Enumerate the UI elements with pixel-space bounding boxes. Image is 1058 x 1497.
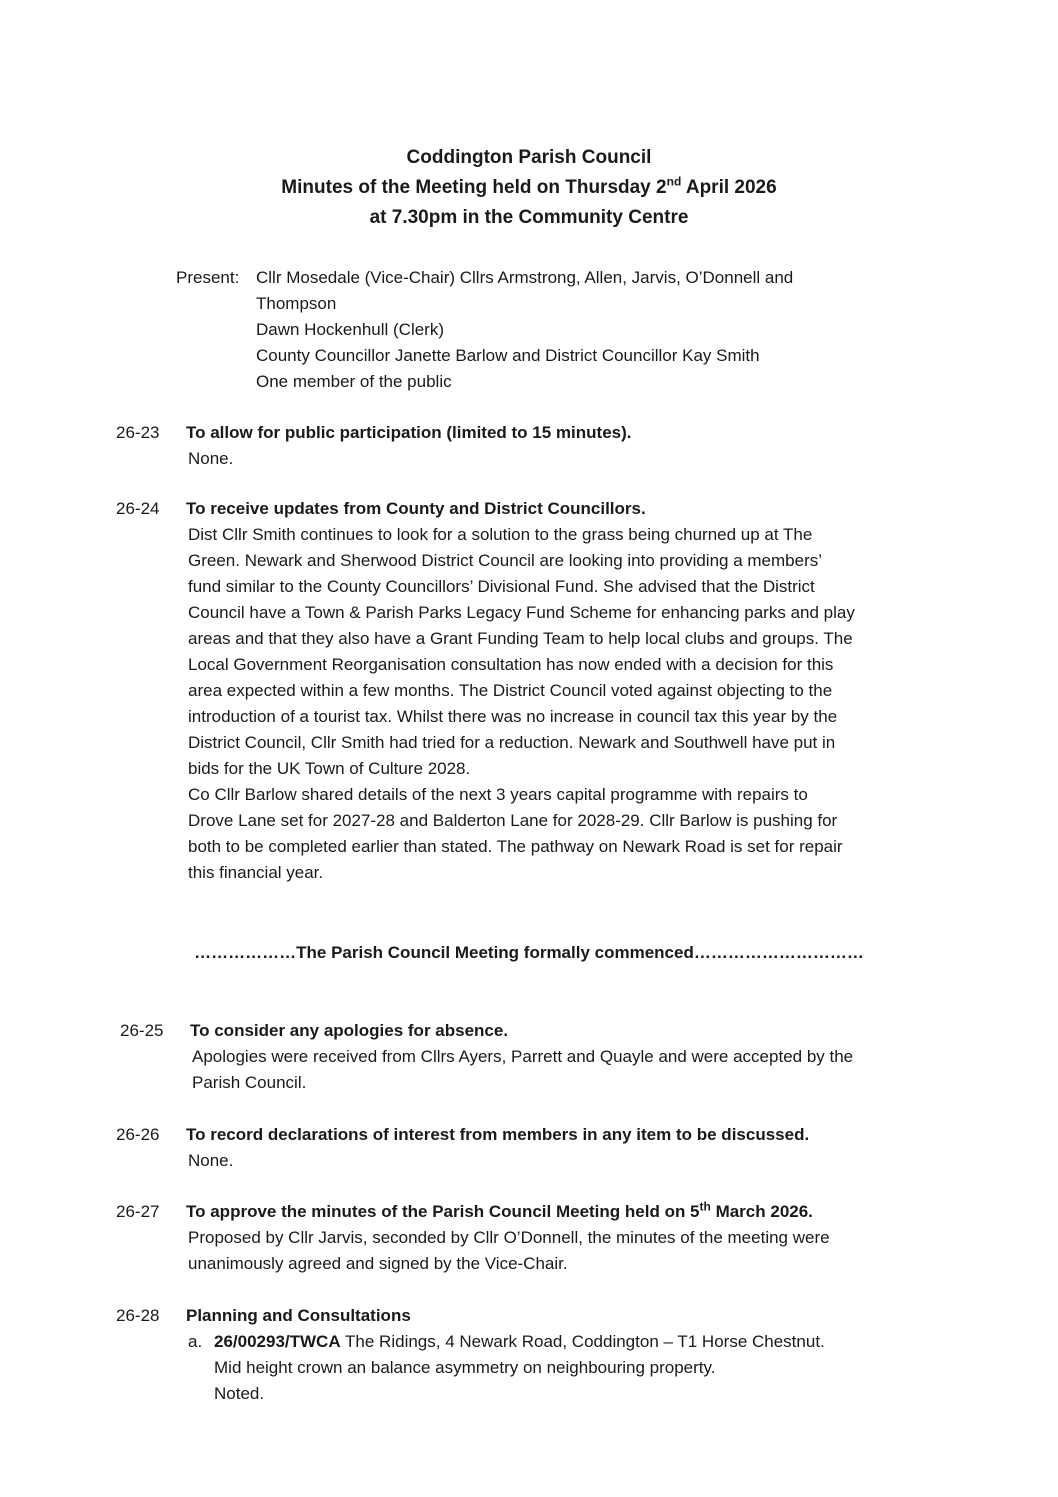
body-line: introduction of a tourist tax. Whilst there was no increase in council tax this year by the <box>188 707 838 726</box>
present-clerk: Dawn Hockenhull (Clerk) <box>256 320 445 339</box>
item-text-cont: unanimously agreed and signed by the Vice-Chair. <box>188 1254 568 1273</box>
body-line: area expected within a few months. The District Council voted against objecting to the <box>188 681 833 700</box>
body-line: this financial year. <box>188 863 324 882</box>
item-title: To allow for public participation (limited to 15 minutes). <box>186 423 632 442</box>
body-line: Green. Newark and Sherwood District Council are looking into providing a members’ <box>188 551 823 570</box>
body-line: areas and that they also have a Grant Funding Team to help local clubs and groups. The <box>188 629 853 648</box>
application-description: The Ridings, 4 Newark Road, Coddington – T1 Horse Chestnut. <box>340 1332 825 1351</box>
body-line: Council have a Town & Parish Parks Legacy Fund Scheme for enhancing parks and play <box>188 603 855 622</box>
agenda-item-26-28 <box>116 1303 956 1407</box>
item-number: 26-26 <box>116 1125 160 1144</box>
item-title-text: To approve the minutes of the Parish Council Meeting held on 5 <box>186 1202 700 1221</box>
item-title: To record declarations of interest from members in any item to be discussed. <box>186 1125 810 1144</box>
item-text: None. <box>188 1151 234 1170</box>
item-body <box>116 522 956 886</box>
planning-application-a <box>116 1329 956 1355</box>
item-title: Planning and Consultations <box>186 1306 411 1325</box>
item-title <box>186 1199 813 1225</box>
present-section <box>176 265 793 395</box>
document-title <box>0 143 1058 233</box>
body-line: Local Government Reorganisation consultation has now ended with a decision for this <box>188 655 834 674</box>
meeting-date-text: Minutes of the Meeting held on Thursday 2 <box>281 177 667 198</box>
item-title: To receive updates from County and District Councillors. <box>186 499 646 518</box>
sub-item-text <box>214 1329 956 1355</box>
application-reference: 26/00293/TWCA <box>214 1332 341 1351</box>
item-number: 26-25 <box>120 1021 164 1040</box>
body-line: fund similar to the County Councillors’ Divisional Fund. She advised that the District <box>188 577 815 596</box>
meeting-commenced-note: ………………The Parish Council Meeting formally commenced………………………… <box>194 943 864 962</box>
meeting-venue-line: at 7.30pm in the Community Centre <box>369 207 689 228</box>
date-ordinal: th <box>699 1199 711 1214</box>
meeting-date-text-end: April 2026 <box>681 177 777 198</box>
council-name: Coddington Parish Council <box>406 147 652 168</box>
application-detail: Mid height crown an balance asymmetry on neighbouring property. <box>214 1358 716 1377</box>
date-ordinal: nd <box>666 174 682 189</box>
body-line: Drove Lane set for 2027-28 and Balderton Lane for 2028-29. Cllr Barlow is pushing for <box>188 811 838 830</box>
present-county-district: County Councillor Janette Barlow and District Councillor Kay Smith <box>256 346 760 365</box>
present-councillors-cont: Thompson <box>256 294 337 313</box>
body-line: bids for the UK Town of Culture 2028. <box>188 759 471 778</box>
body-line: Dist Cllr Smith continues to look for a solution to the grass being churned up at The <box>188 525 813 544</box>
body-line: both to be completed earlier than stated. The pathway on Newark Road is set for repair <box>188 837 843 856</box>
item-number: 26-23 <box>116 423 160 442</box>
item-text-cont: Parish Council. <box>192 1073 307 1092</box>
agenda-item-26-26 <box>116 1122 956 1174</box>
item-text: None. <box>188 449 234 468</box>
sub-item-letter: a. <box>188 1332 203 1351</box>
item-number: 26-27 <box>116 1202 160 1221</box>
agenda-item-26-23 <box>116 420 956 472</box>
agenda-item-26-24 <box>116 496 956 886</box>
application-outcome: Noted. <box>214 1384 265 1403</box>
agenda-item-26-27 <box>116 1199 956 1277</box>
body-line: District Council, Cllr Smith had tried for a reduction. Newark and Southwell have put in <box>188 733 836 752</box>
present-councillors: Cllr Mosedale (Vice-Chair) Cllrs Armstrong, Allen, Jarvis, O’Donnell and <box>256 268 794 287</box>
present-public: One member of the public <box>256 372 452 391</box>
item-text: Apologies were received from Cllrs Ayers, Parrett and Quayle and were accepted by the <box>192 1047 854 1066</box>
item-text: Proposed by Cllr Jarvis, seconded by Cllr O’Donnell, the minutes of the meeting were <box>188 1228 830 1247</box>
item-title-text-end: March 2026. <box>710 1202 813 1221</box>
body-line: Co Cllr Barlow shared details of the next 3 years capital programme with repairs to <box>188 785 808 804</box>
agenda-item-26-25 <box>120 1018 960 1096</box>
item-title: To consider any apologies for absence. <box>190 1021 509 1040</box>
present-label: Present: <box>176 268 240 287</box>
meeting-date-line <box>0 173 1058 203</box>
item-number: 26-28 <box>116 1306 160 1325</box>
item-number: 26-24 <box>116 499 160 518</box>
